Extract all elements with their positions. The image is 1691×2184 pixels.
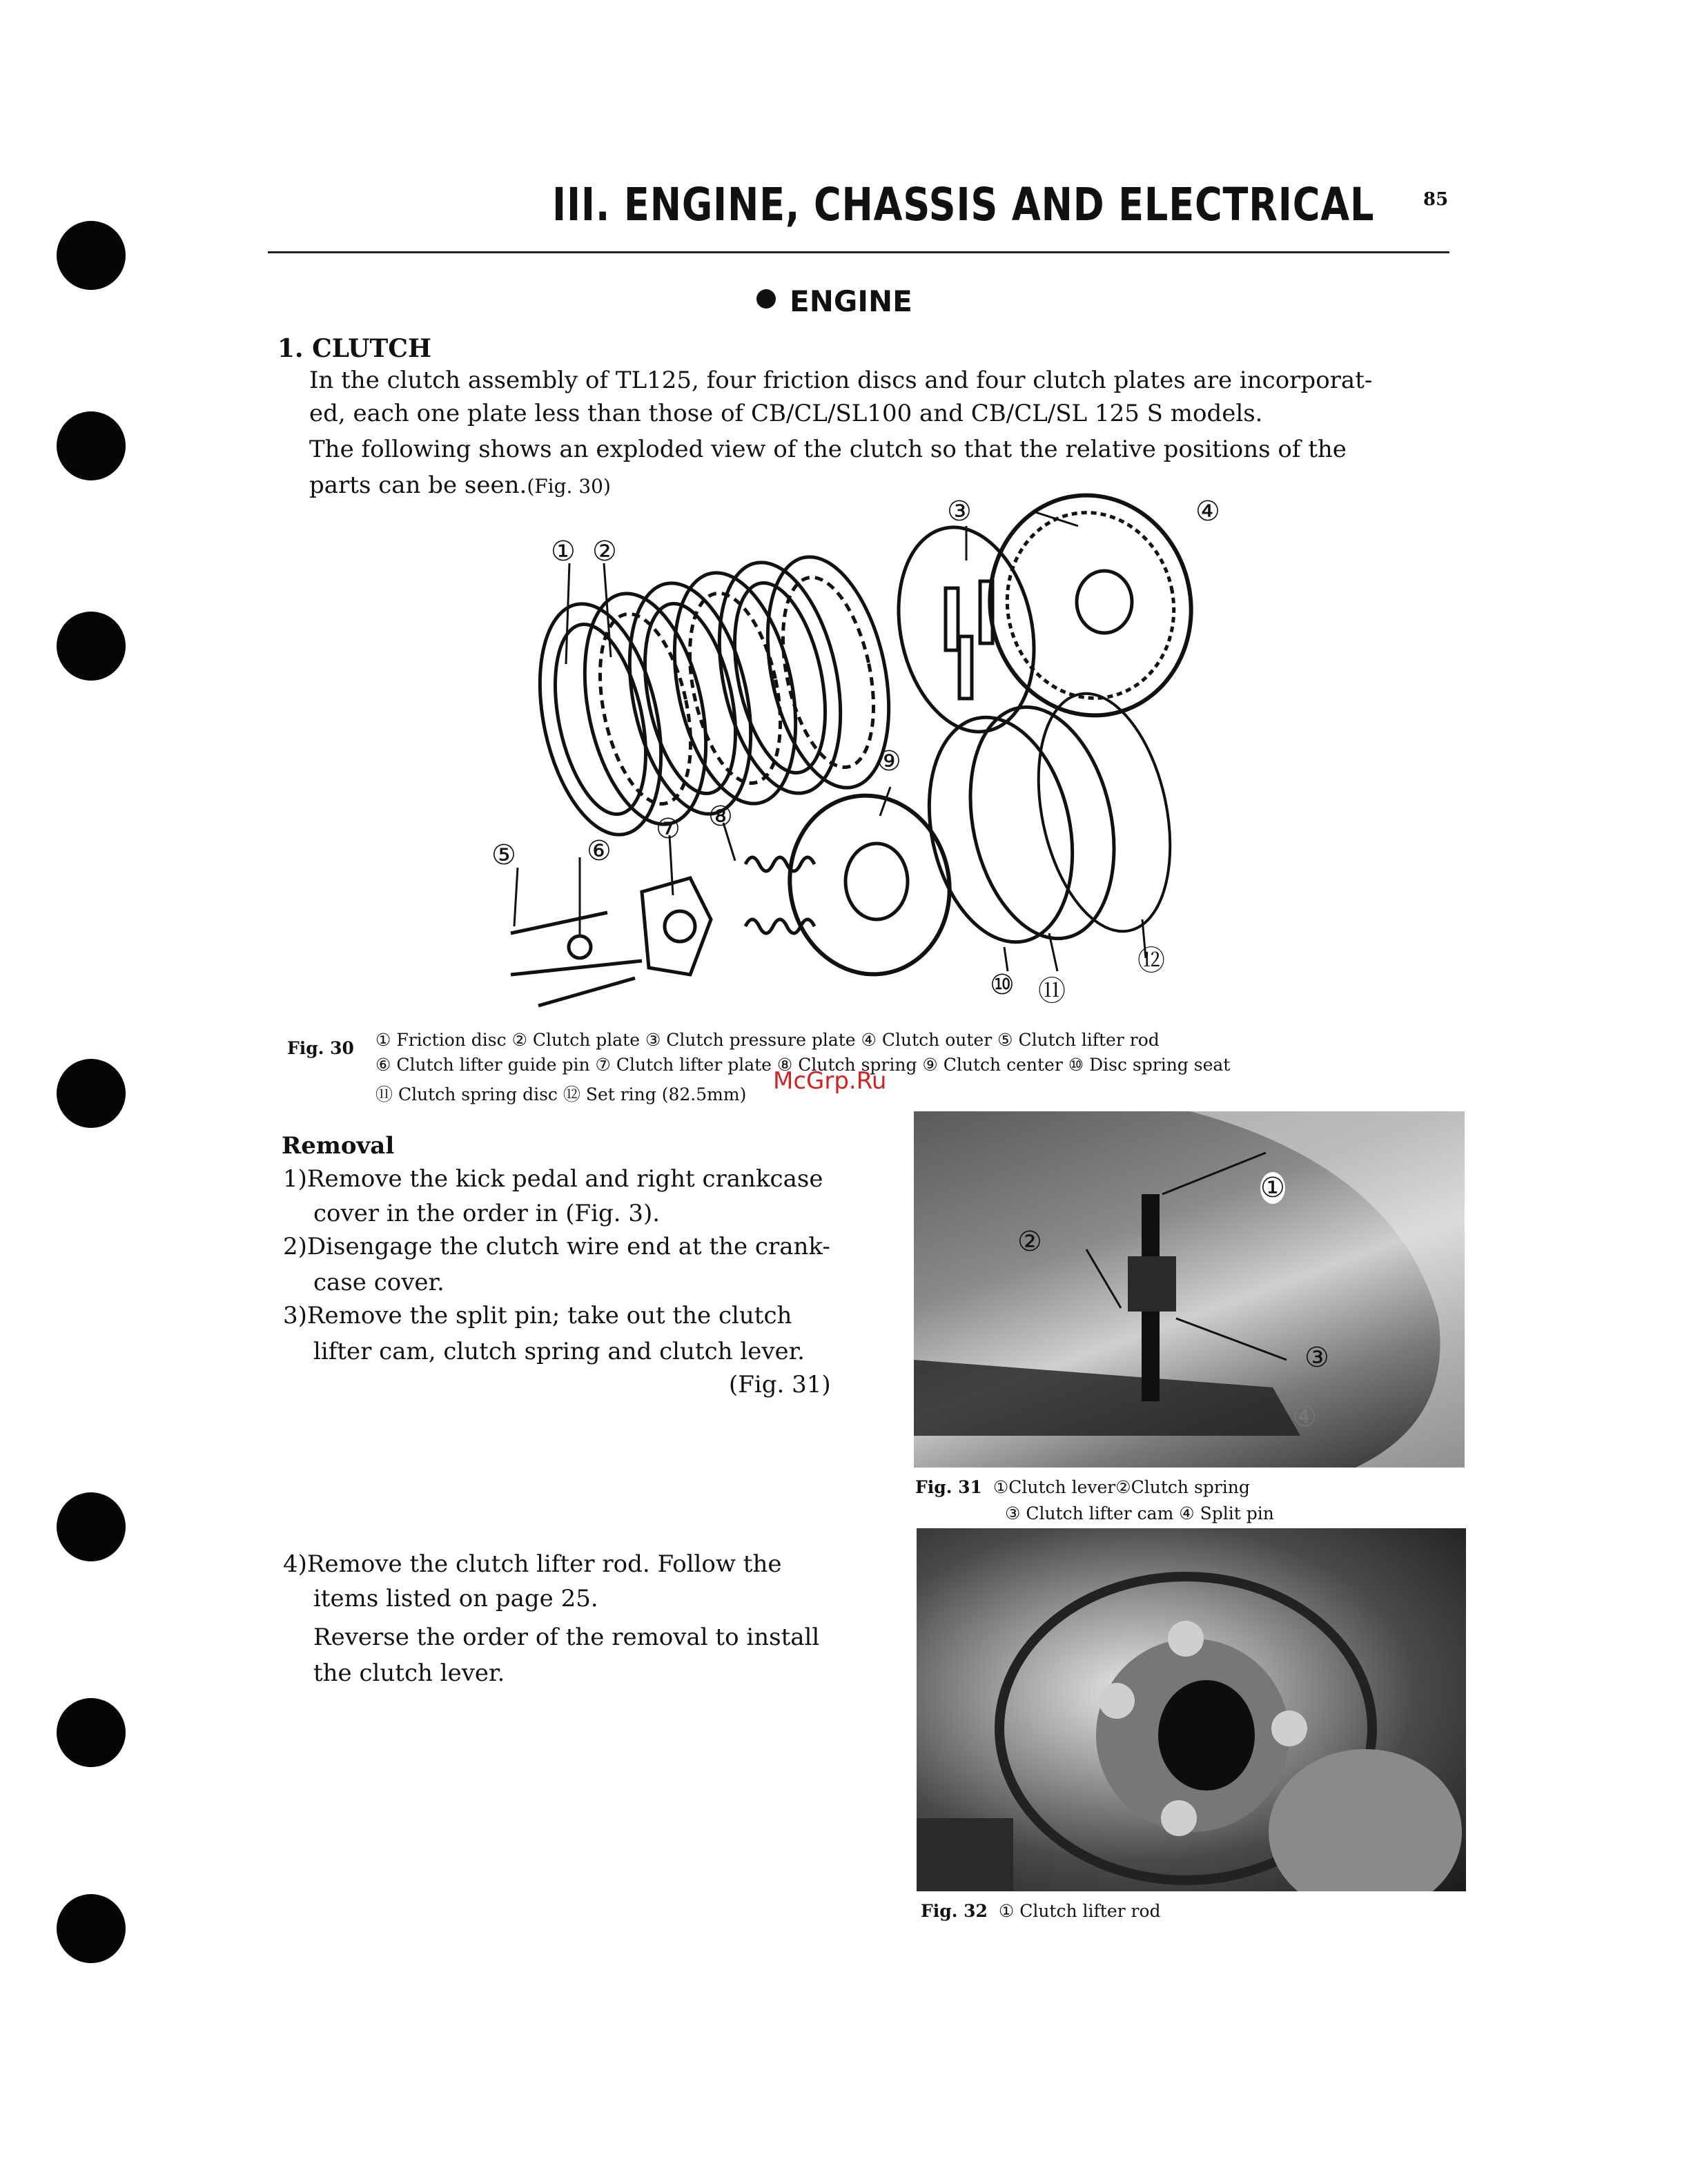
reverse-note-line: the clutch lever.	[313, 1659, 505, 1687]
fig30-callout: ②	[592, 536, 617, 567]
clutch-heading: 1. CLUTCH	[277, 334, 431, 363]
fig30-callout: ③	[947, 496, 972, 527]
removal-heading: Removal	[282, 1132, 395, 1160]
fig30-caption-line: ⑪ Clutch spring disc ⑫ Set ring (82.5mm)	[375, 1084, 747, 1104]
fig30-callout: ①	[551, 536, 576, 567]
fig30-reference: (Fig. 30)	[527, 475, 611, 498]
removal-step-continued: cover in the order in (Fig. 3).	[313, 1200, 661, 1227]
bullet-icon	[756, 289, 776, 309]
binder-hole	[57, 1698, 126, 1767]
fig31-caption-line: ③ Clutch lifter cam ④ Split pin	[1005, 1503, 1274, 1523]
fig30-callout: ⑤	[491, 839, 516, 871]
fig30-callout: ⑫	[1137, 945, 1165, 977]
binder-hole	[57, 221, 126, 290]
removal-step-continued: lifter cam, clutch spring and clutch lever.	[313, 1338, 805, 1365]
removal-step-continued: items listed on page 25.	[313, 1585, 598, 1612]
fig30-callout: ⑪	[1038, 975, 1066, 1007]
fig30-exploded-clutch-drawing	[483, 491, 1256, 1016]
fig32-photo	[917, 1528, 1466, 1891]
page-number: 85	[1423, 189, 1449, 210]
chapter-title: III. ENGINE, CHASSIS AND ELECTRICAL	[552, 178, 1375, 231]
clutch-paragraph-line: In the clutch assembly of TL125, four friction discs and four clutch plates are incorporat-	[309, 367, 1373, 394]
binder-hole	[57, 1492, 126, 1561]
reverse-note-line: Reverse the order of the removal to install	[313, 1624, 820, 1651]
fig30-callout: ④	[1195, 496, 1220, 527]
removal-step: 3)Remove the split pin; take out the clutch	[283, 1302, 792, 1329]
binder-hole	[57, 612, 126, 681]
fig31-caption-line: Fig. 31 ①Clutch lever②Clutch spring	[915, 1477, 1250, 1497]
fig32-caption: Fig. 32 ① Clutch lifter rod	[921, 1901, 1161, 1921]
removal-step: 1)Remove the kick pedal and right crankcase	[283, 1165, 823, 1193]
fig31-callout: ②	[1017, 1226, 1042, 1258]
section-title-text: ENGINE	[790, 284, 912, 318]
clutch-paragraph-line: The following shows an exploded view of the clutch so that the relative positions of the	[309, 436, 1347, 463]
clutch-paragraph-text: parts can be seen.	[309, 471, 527, 499]
clutch-paragraph-line: ed, each one plate less than those of CB/CL/SL100 and CB/CL/SL 125 S models.	[309, 400, 1263, 427]
removal-step: 2)Disengage the clutch wire end at the crank-	[283, 1233, 830, 1260]
fig30-callout: ⑦	[656, 813, 681, 845]
fig31-reference: (Fig. 31)	[729, 1371, 831, 1398]
fig31-callout: ①	[1260, 1172, 1285, 1204]
binder-hole	[57, 1894, 126, 1963]
header-rule	[268, 251, 1449, 253]
watermark: McGrp.Ru	[773, 1067, 887, 1095]
fig30-callout: ⑧	[708, 801, 733, 832]
fig30-caption-line: ① Friction disc ② Clutch plate ③ Clutch pressure plate ④ Clutch outer ⑤ Clutch lifter rod	[375, 1030, 1160, 1050]
binder-hole	[57, 1059, 126, 1128]
fig30-callout: ⑥	[587, 835, 612, 867]
removal-step-continued: case cover.	[313, 1269, 444, 1296]
fig30-caption-label: Fig. 30	[287, 1038, 354, 1058]
fig31-callout: ④	[1292, 1401, 1317, 1433]
fig31-callout: ③	[1304, 1342, 1329, 1374]
fig31-photo	[914, 1111, 1465, 1468]
section-title	[756, 284, 912, 318]
fig30-callout: ⑩	[990, 969, 1015, 1001]
binder-hole	[57, 411, 126, 480]
fig30-callout: ⑨	[877, 745, 901, 777]
fig30-caption-line: ⑥ Clutch lifter guide pin ⑦ Clutch lifter plate ⑧ Clutch spring ⑨ Clutch center ⑩ Disc spring seat	[375, 1055, 1231, 1075]
removal-step: 4)Remove the clutch lifter rod. Follow the	[283, 1550, 782, 1578]
